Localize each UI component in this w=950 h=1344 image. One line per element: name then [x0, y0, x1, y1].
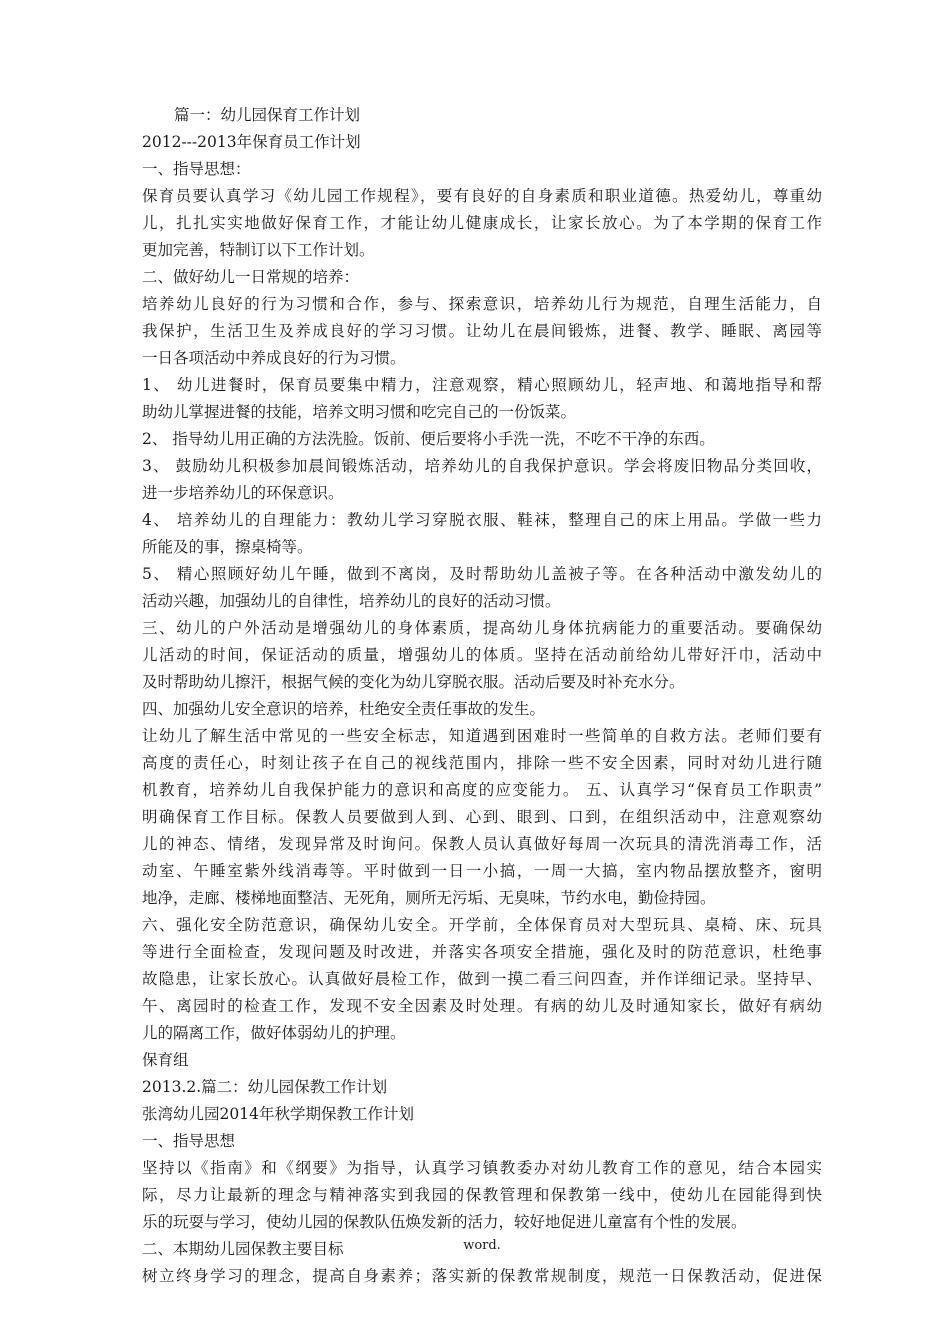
paragraph-line: 三、幼儿的户外活动是增强幼儿的身体素质，提高幼儿身体抗病能力的重要活动。要确保幼 [142, 619, 822, 637]
paragraph-line: 机教育，培养幼儿自我保护能力的意识和高度的应变能力。 五、认真学习“保育员工作职责” [142, 781, 822, 799]
paragraph-line: 等进行全面检查，发现问题及时改进，并落实各项安全措施，强化及时的防范意识，杜绝事 [142, 943, 822, 961]
list-item-line: 2、 指导幼儿用正确的方法洗脸。饭前、便后要将小手洗一洗，不吃不干净的东西。 [142, 430, 715, 448]
paragraph-line: 坚持以《指南》和《纲要》为指导，认真学习镇教委办对幼儿教育工作的意见，结合本园实 [142, 1159, 822, 1177]
paragraph-line: 培养幼儿良好的行为习惯和合作，参与、探索意识，培养幼儿行为规范，自理生活能力，自 [142, 295, 822, 313]
paragraph-line: 让幼儿了解生活中常见的一些安全标志，知道遇到困难时一些简单的自救方法。老师们要有 [142, 727, 822, 745]
paragraph-line: 及时帮助幼儿擦汗，根据气候的变化为幼儿穿脱衣服。活动后要及时补充水分。 [142, 673, 685, 691]
list-item-line: 助幼儿掌握进餐的技能，培养文明习惯和吃完自己的一份饭菜。 [142, 403, 577, 421]
heading: 一、指导思想 [142, 1132, 236, 1150]
paragraph-line: 一日各项活动中养成良好的行为习惯。 [142, 349, 406, 367]
heading: 四、加强幼儿安全意识的培养，杜绝安全责任事故的发生。 [142, 700, 546, 718]
paragraph-line: 儿的神态、情绪，发现异常及时询问。保教人员认真做好每周一次玩具的清洗消毒工作，活 [142, 835, 822, 853]
plan-title: 2012---2013年保育员工作计划 [142, 133, 361, 151]
paragraph-line: 儿的隔离工作，做好体弱幼儿的护理。 [142, 1024, 406, 1042]
paragraph-line: 更加完善，特制订以下工作计划。 [142, 241, 375, 259]
list-item-line: 1、 幼儿进餐时，保育员要集中精力，注意观察，精心照顾幼儿，轻声地、和蔼地指导和帮 [142, 376, 822, 394]
paragraph-line: 际，尽力让最新的理念与精神落实到我园的保教管理和保教第一线中，使幼儿在园能得到快 [142, 1186, 822, 1204]
paragraph-line: 动室、午睡室紫外线消毒等。平时做到一日一小搞，一周一大搞，室内物品摆放整齐，窗明 [142, 862, 822, 880]
paragraph-line: 高度的责任心，时刻让孩子在自己的视线范围内，排除一些不安全因素，同时对幼儿进行随 [142, 754, 822, 772]
paragraph-line: 故隐患，让家长放心。认真做好晨检工作，做到一摸二看三问四查，并作详细记录。坚持早、 [142, 970, 822, 988]
paragraph-line: 儿活动的时间，保证活动的质量，增强幼儿的体质。坚持在活动前给幼儿带好汗巾，活动中 [142, 646, 822, 664]
paragraph-line: 保育员要认真学习《幼儿园工作规程》，要有良好的自身素质和职业道德。热爱幼儿，尊重幼 [142, 187, 822, 205]
signature-line: 保育组 [142, 1051, 189, 1069]
document-page [142, 0, 822, 1344]
paragraph-line: 树立终身学习的理念，提高自身素养；落实新的保教常规制度，规范一日保教活动，促进保 [142, 1267, 822, 1285]
list-item-line: 所能及的事，擦桌椅等。 [142, 538, 313, 556]
list-item-line: 进一步培养幼儿的环保意识。 [142, 484, 344, 502]
paragraph-line: 地净，走廊、楼梯地面整洁、无死角，厕所无污垢、无臭味，节约水电，勤俭持园。 [142, 889, 716, 907]
date-and-section-title: 2013.2.篇二：幼儿园保教工作计划 [142, 1078, 388, 1096]
heading: 一、指导思想： [142, 160, 251, 178]
list-item-line: 5、 精心照顾好幼儿午睡，做到不离岗，及时帮助幼儿盖被子等。在各种活动中激发幼儿的 [142, 565, 822, 583]
plan-title: 张湾幼儿园2014年秋学期保教工作计划 [142, 1105, 414, 1123]
section-title: 篇一：幼儿园保育工作计划 [174, 106, 361, 124]
page-footer: word. [463, 1238, 501, 1253]
list-item-line: 3、 鼓励幼儿积极参加晨间锻炼活动，培养幼儿的自我保护意识。学会将废旧物品分类回收， [142, 457, 822, 475]
list-item-line: 4、 培养幼儿的自理能力：教幼儿学习穿脱衣服、鞋袜，整理自己的床上用品。学做一些力 [142, 511, 822, 529]
paragraph-line: 乐的玩耍与学习，使幼儿园的保教队伍焕发新的活力，较好地促进儿童富有个性的发展。 [142, 1213, 747, 1231]
paragraph-line: 六、强化安全防范意识，确保幼儿安全。开学前，全体保育员对大型玩具、桌椅、床、玩具 [142, 916, 822, 934]
paragraph-line: 儿，扎扎实实地做好保育工作，才能让幼儿健康成长，让家长放心。为了本学期的保育工作 [142, 214, 822, 232]
list-item-line: 活动兴趣，加强幼儿的自律性，培养幼儿的良好的活动习惯。 [142, 592, 561, 610]
heading: 二、本期幼儿园保教主要目标 [142, 1240, 344, 1258]
paragraph-line: 午、离园时的检查工作，发现不安全因素及时处理。有病的幼儿及时通知家长，做好有病幼 [142, 997, 822, 1015]
paragraph-line: 我保护，生活卫生及养成良好的学习习惯。让幼儿在晨间锻炼，进餐、教学、睡眠、离园等 [142, 322, 822, 340]
heading: 二、做好幼儿一日常规的培养： [142, 268, 360, 286]
document-body [142, 102, 822, 1290]
paragraph-line: 明确保育工作目标。保教人员要做到人到、心到、眼到、口到，在组织活动中，注意观察幼 [142, 808, 822, 826]
